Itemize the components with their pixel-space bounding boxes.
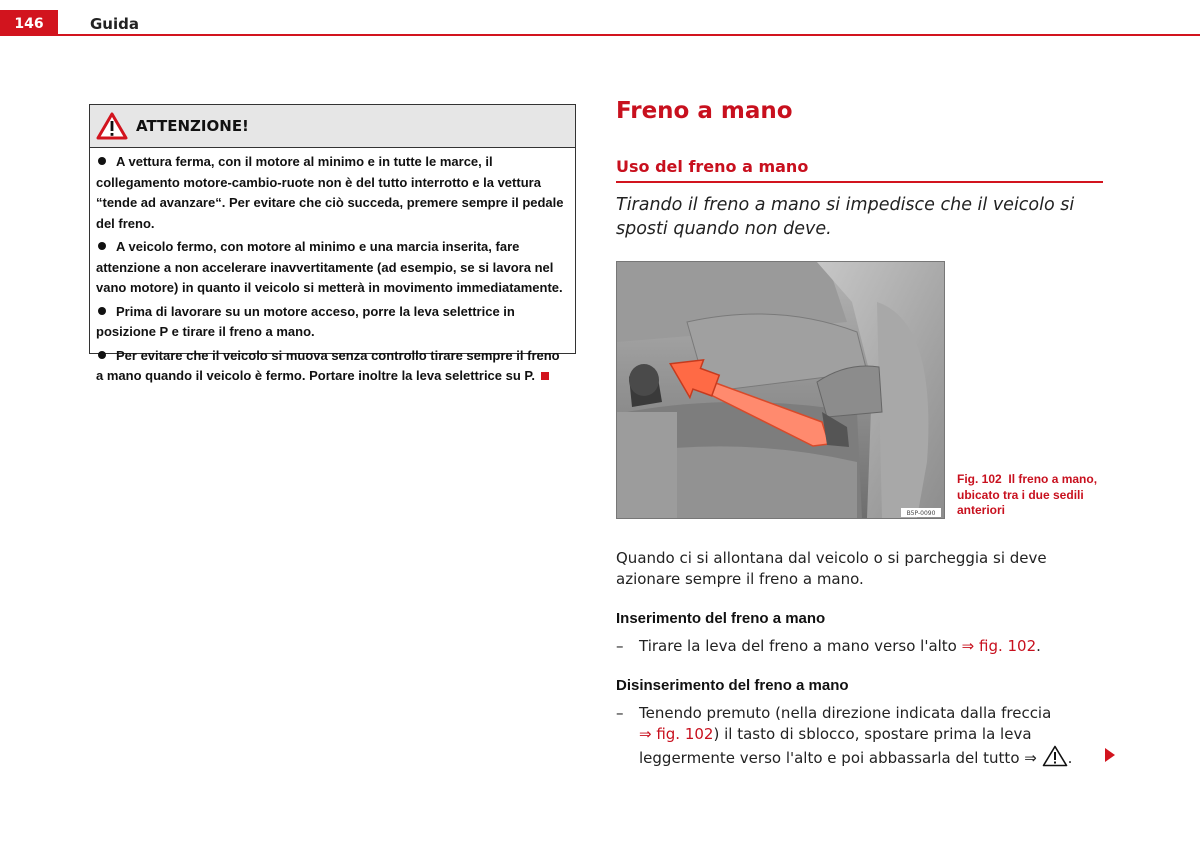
subheading-release: Disinserimento del freno a mano xyxy=(616,677,849,694)
step-insert: – Tirare la leva del freno a mano verso l'alto ⇒ fig. 102. xyxy=(616,637,1041,655)
body-paragraph: Quando ci si allontana dal veicolo o si parcheggia si deve azionare sempre il freno a mano. xyxy=(616,549,1047,588)
bullet-icon xyxy=(98,351,106,359)
bullet-icon xyxy=(98,307,106,315)
warning-item: A veicolo fermo, con motore al minimo e una marcia inserita, fare attenzione a non accelerare inavvertitamente (ad esempio, se si lavora nel vano motore) in quanto il veicolo si metterà in movimento immediatamente. xyxy=(96,239,563,295)
figure-caption xyxy=(957,472,1107,519)
warning-header xyxy=(90,105,575,148)
warning-item: Prima di lavorare su un motore acceso, porre la leva selettrice in posizione P e tirare il freno a mano. xyxy=(96,303,515,339)
next-page-arrow-icon[interactable] xyxy=(1104,748,1116,762)
warning-triangle-icon[interactable] xyxy=(1042,745,1068,767)
header-rule xyxy=(58,34,1200,36)
figure-link[interactable]: ⇒ fig. 102 xyxy=(639,725,714,743)
warning-title: ATTENZIONE! xyxy=(136,117,249,135)
chapter-title: Freno a mano xyxy=(616,98,793,124)
warning-list xyxy=(90,148,575,387)
page-header xyxy=(0,0,1200,36)
intro-text: Tirando il freno a mano si impedisce che il veicolo si sposti quando non deve. xyxy=(616,195,1075,239)
figure-caption-label: Fig. 102 xyxy=(957,472,1002,486)
section-title: Uso del freno a mano xyxy=(616,157,809,176)
step-text: Tirare la leva del freno a mano verso l'alto xyxy=(639,637,957,655)
warning-box xyxy=(89,104,576,383)
bullet-icon xyxy=(98,157,106,165)
subheading-insert: Inserimento del freno a mano xyxy=(616,610,826,627)
step-dash: – xyxy=(616,637,624,655)
step-text: Tenendo premuto (nella direzione indicata dalla freccia xyxy=(639,704,1052,722)
section-rule xyxy=(616,181,1103,183)
warning-triangle-icon xyxy=(96,112,128,140)
figure-code: B5P-0090 xyxy=(906,510,936,517)
bullet-icon xyxy=(98,242,106,250)
figure-link[interactable]: ⇒ fig. 102 xyxy=(961,637,1037,655)
handbrake-illustration xyxy=(617,262,944,518)
warning-item: Per evitare che il veicolo si muova senza controllo tirare sempre il freno a mano quando il veicolo è fermo. Portare inoltre la leva selettrice su P. xyxy=(96,347,560,383)
handbrake-figure xyxy=(616,261,945,519)
step-release: – Tenendo premuto (nella direzione indicata dalla freccia ⇒ fig. 102) il tasto di sblocco, spostare prima la leva leggermente verso l'alto e poi abbassarla del tutto ⇒ . xyxy=(616,704,1073,767)
page-number: 146 xyxy=(0,10,58,36)
step-dash: – xyxy=(616,704,624,722)
end-square-icon xyxy=(541,372,549,380)
figure-caption-text: Il freno a mano, ubicato tra i due sedili anteriori xyxy=(957,472,1098,517)
warning-item: A vettura ferma, con il motore al minimo e in tutte le marce, il collegamento motore-cambio-ruote non è del tutto interrotto e la vettura “tende ad avanzare“. Per evitare che ciò succeda, premere sempre il pedale del freno. xyxy=(96,154,564,231)
section-label: Guida xyxy=(90,15,139,33)
step-text-cont: ) il tasto di sblocco, spostare prima la leva leggermente verso l'alto e poi abbassarla del tutto ⇒ xyxy=(639,725,1037,767)
